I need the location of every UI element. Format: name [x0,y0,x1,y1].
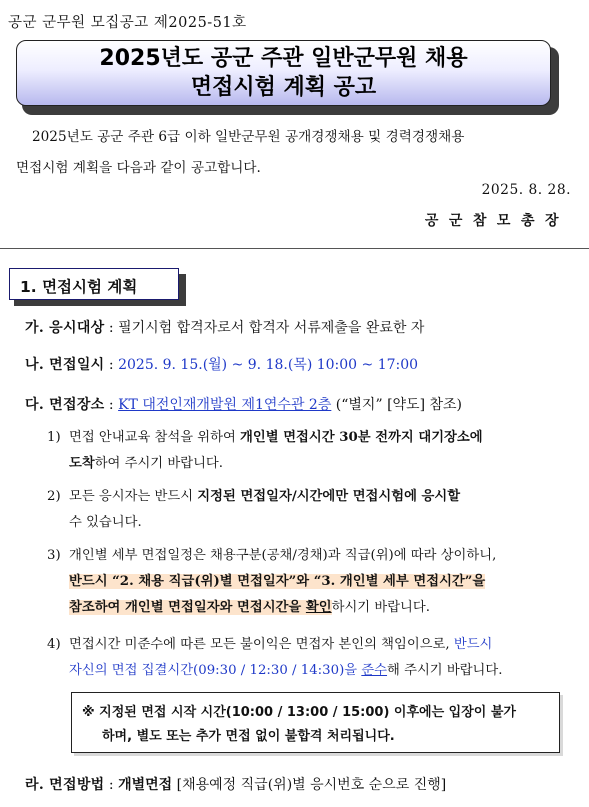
note-3-line-3b: 확인 [305,600,332,615]
note-3-line-2: 반드시 “2. 채용 직급(위)별 면접일자”와 “3. 개인별 세부 면접시간”을 [69,574,486,589]
item-method-note: [채용예정 직급(위)별 응시번호 순으로 진행] [172,777,447,793]
title-banner [16,40,551,106]
item-location-label: 다. 면접장소 [25,397,105,413]
warning-line-1: ※ 지정된 면접 시작 시간(10:00 / 13:00 / 15:00) 이후에는 입장이 불가 [82,705,516,720]
item-schedule-label: 나. 면접일시 [25,357,105,373]
item-method-sep: : [104,777,119,793]
item-location-note: (“별지” [약도] 참조) [331,397,463,413]
item-method-text: 개별면접 [118,777,173,793]
section-title-box [9,268,179,300]
section-divider [0,248,589,249]
note-2-text-b: 지정된 면접일자/시간에만 면접시험에 응시할 [197,489,461,504]
item-method-label: 라. 면접방법 [25,777,105,793]
section-title: 1. 면접시험 계획 [20,278,138,296]
note-2-text-c: 수 있습니다. [69,515,142,530]
item-schedule-text: 2025. 9. 15.(월) ~ 9. 18.(목) 10:00 ~ 17:00 [118,357,419,373]
item-location-place: KT 대전인재개발원 제1연수관 2층 [118,397,332,413]
note-4-text-b: 반드시 [453,637,493,652]
intro-paragraph [16,122,572,184]
note-2-number: 2) [47,489,61,504]
item-target-sep: : [104,320,119,336]
note-3 [47,543,579,621]
announcement-date: 2025. 8. 28. [481,182,571,198]
note-2-text-a: 모든 응시자는 반드시 [69,489,198,504]
warning-line-2: 하며, 별도 또는 추가 면접 없이 불합격 처리됩니다. [102,729,395,744]
note-1-text-d: 하여 주시기 바랍니다. [94,456,223,471]
title-line-2: 면접시험 계획 공고 [190,75,377,100]
item-location [25,395,462,415]
note-4-text-a: 면접시간 미준수에 따른 모든 불이익은 면접자 본인의 책임이으로, [69,637,454,652]
note-1-text-a: 면접 안내교육 참석을 위하여 [69,430,241,445]
note-1-text-c: 도착 [69,456,95,471]
item-schedule-sep: : [104,357,119,373]
item-target-label: 가. 응시대상 [25,320,105,336]
item-schedule [25,355,418,375]
item-method [25,775,446,795]
item-target-text: 필기시험 합격자로서 합격자 서류제출을 완료한 자 [118,320,425,336]
note-1-number: 1) [47,430,61,445]
note-4-text-d: 준수 [361,663,388,678]
note-2 [47,484,579,536]
item-target [25,318,424,338]
note-3-line-3c: 하시기 바랍니다. [331,600,430,615]
note-4-number: 4) [47,637,61,652]
intro-line-2: 면접시험 계획을 다음과 같이 공고합니다. [16,160,261,176]
note-4-text-c: 자신의 면접 집결시간(09:30 / 12:30 / 14:30)을 [69,663,362,678]
note-3-line-3a: 참조하여 개인별 면접일자와 면접시간을 [69,600,306,615]
note-3-line-1: 개인별 세부 면접일정은 채용구분(공채/경채)과 직급(위)에 따라 상이하니, [69,548,497,563]
note-4 [47,632,579,684]
note-1 [47,425,579,477]
note-3-number: 3) [47,548,61,563]
note-4-text-e: 해 주시기 바랍니다. [387,663,503,678]
note-1-text-b: 개인별 면접시간 30분 전까지 대기장소에 [240,430,483,445]
notice-number: 공군 군무원 모집공고 제2025-51호 [8,15,247,31]
title-line-1: 2025년도 공군 주관 일반군무원 채용 [99,46,468,71]
item-location-sep: : [104,397,119,413]
intro-line-1: 2025년도 공군 주관 6급 이하 일반군무원 공개경쟁채용 및 경력경쟁채용 [32,129,465,145]
warning-box [71,692,560,753]
issuer: 공군참모총장 [424,213,569,229]
